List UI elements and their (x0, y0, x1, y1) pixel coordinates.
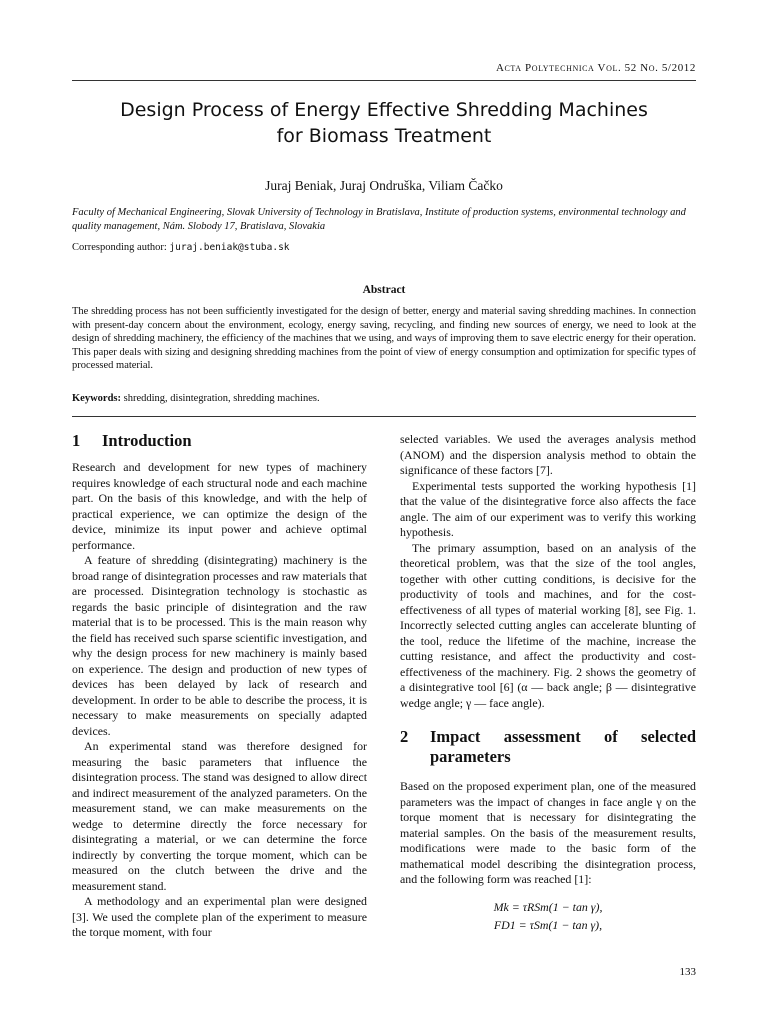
intro-paragraph-6: Experimental tests supported the working hypothesis [1] that the value of the disintegrative force also affects the face angle. The aim of our experiment was to verify this working hypothesis. (400, 478, 696, 539)
abstract-body: The shredding process has not been sufficiently investigated for the design of better, energy and material saving shredding machines. In connection with present-day concern about the environment, ecology, energy saving, recycling, and finding new sources of energy, we need to look at the design of shredding machinery, the efficiency of the machines that we using, and ways of improving them to save electric energy for their operation. This paper deals with sizing and designing shredding machines from the point of view of energy consumption and optimization for specific types of processed material. (72, 306, 696, 372)
section-1-title: Introduction (102, 431, 192, 450)
section-1-heading (72, 431, 367, 451)
journal-header: Acta Polytechnica Vol. 52 No. 5/2012 (495, 62, 696, 74)
title-line-1: Design Process of Energy Effective Shredding Machines (120, 99, 648, 121)
equations (400, 898, 696, 934)
header-rule (72, 80, 696, 81)
section-2-title: Impact assessment of selected parameters (430, 727, 696, 766)
keywords (72, 393, 696, 404)
equation-1: Mk = τRSm(1 − tan γ), (493, 899, 603, 914)
paper-title (72, 97, 696, 149)
title-line-2: for Biomass Treatment (276, 125, 492, 147)
equation-2: FD1 = τSm(1 − tan γ), (493, 917, 603, 932)
section-2-number: 2 (400, 727, 409, 746)
intro-paragraph-3: An experimental stand was therefore designed for measuring the basic parameters that influence the disintegration process. The stand was designed to allow direct and indirect measurement of the analyzed parameters. On the measurement stand, we can make measurements on the wedge to determine directly the force necessary for disintegrating a material, or we can determine the force indirectly by converting the torque moment, which can be measured on the clutch between the drive and the measurement stand. (72, 739, 367, 893)
authors: Juraj Beniak, Juraj Ondruška, Viliam Čačko (265, 178, 503, 193)
corresponding-label: Corresponding author: (72, 242, 167, 253)
keywords-label: Keywords: (72, 393, 121, 404)
page-number: 133 (679, 966, 696, 978)
intro-paragraph-2: A feature of shredding (disintegrating) machinery is the broad range of disintegration processes and raw materials that are processed. Disintegration technology is stochastic as regards the basic principle of disintegration and the raw material that is to be processed. This is the main reason why the field has received such sparse scientific investigation, and why the design process for new machinery is mainly based on experience. The design and production of new types of devices has been delayed by lack of research and development. In order to be able to describe the process, it is necessary to make measurements on specially adapted devices. (72, 553, 367, 738)
section-1-number: 1 (72, 431, 81, 450)
keywords-text: shredding, disintegration, shredding machines. (123, 393, 320, 404)
section-2-paragraph: Based on the proposed experiment plan, one of the measured parameters was the impact of changes in face angle γ on the torque moment that is necessary for disintegrating the material samples. On the basis of the measurement results, modifications were made to the basic form of the mathematical model describing the disintegration process, and the following form was reached [1]: (400, 779, 696, 886)
abstract-heading: Abstract (362, 284, 406, 296)
intro-paragraph-5: selected variables. We used the averages analysis method (ANOM) and the dispersion analysis method to obtain the significance of these factors [7]. (400, 432, 696, 477)
intro-paragraph-7: The primary assumption, based on an analysis of the theoretical problem, was that the size of the tool angles, together with other cutting conditions, is decisive for the productivity of tools and machines, and for the cost-effectiveness of all types of material working [8], see Fig. 1. Incorrectly selected cutting angles can accelerate blunting of the tool, reduce the lifetime of the machine, increase the cutting resistance, and affect the productivity and cost-effectiveness of the machinery. Fig. 2 shows the geometry of a disintegrative tool [6] (α — back angle; β — disintegrative wedge angle; γ — face angle). (400, 540, 696, 710)
corresponding-email[interactable]: juraj.beniak@stuba.sk (169, 242, 290, 253)
left-column (72, 460, 367, 941)
intro-paragraph-1: Research and development for new types of machinery requires knowledge of each structural node and each machine part. On the basis of this knowledge, and with the help of practical experience, we can optimize the design of the device, minimize its input power and achieve optimal performance. (72, 460, 367, 552)
intro-paragraph-4: A methodology and an experimental plan were designed [3]. We used the complete plan of the experiment to measure the torque moment, with four (72, 894, 367, 939)
section-rule (72, 416, 696, 417)
right-column (400, 432, 696, 934)
section-2-heading (400, 727, 696, 767)
corresponding-author (72, 242, 696, 253)
affiliation: Faculty of Mechanical Engineering, Slovak University of Technology in Bratislava, Institute of production systems, environmental technology and quality management, Nám. Slobody 17, Bratislava, Slovakia (72, 207, 686, 232)
